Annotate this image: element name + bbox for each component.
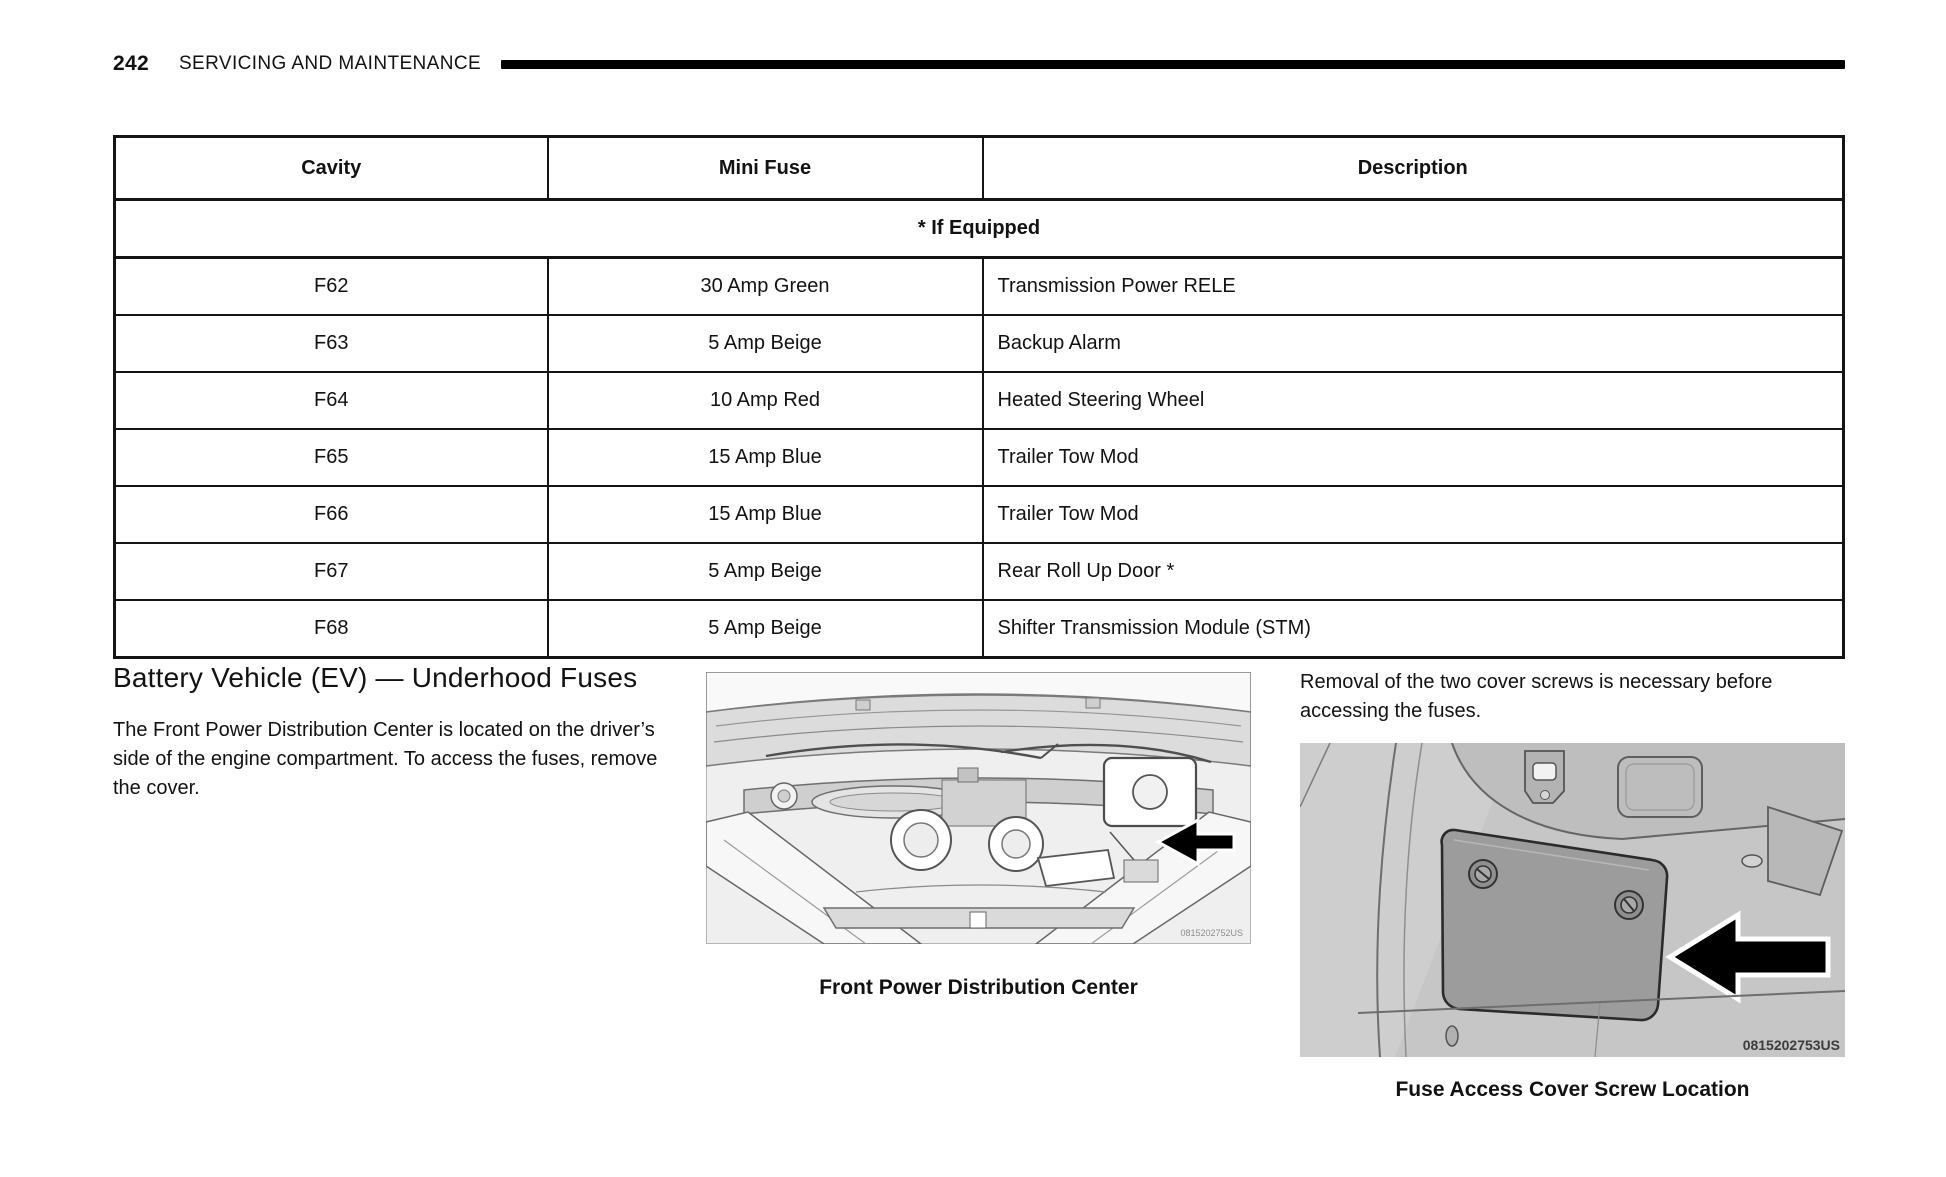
if-equipped-note: * If Equipped xyxy=(115,200,1844,258)
front-pdc-figure xyxy=(706,672,1251,944)
cavity-cell: F66 xyxy=(115,486,548,543)
header-rule xyxy=(501,60,1845,69)
table-row xyxy=(115,543,1844,600)
page-header xyxy=(113,52,1845,76)
cavity-cell: F62 xyxy=(115,258,548,316)
table-note-row xyxy=(115,200,1844,258)
screw-icon xyxy=(1469,860,1497,888)
cavity-cell: F64 xyxy=(115,372,548,429)
fuse-cell: 5 Amp Beige xyxy=(548,315,983,372)
table-row xyxy=(115,315,1844,372)
desc-cell: Backup Alarm xyxy=(983,315,1844,372)
fuse-cover-illustration xyxy=(1300,743,1845,1057)
fuse-cell: 30 Amp Green xyxy=(548,258,983,316)
cover-screws-note: Removal of the two cover screws is necessary before accessing the fuses. xyxy=(1300,671,1773,722)
desc-cell: Trailer Tow Mod xyxy=(983,429,1844,486)
cavity-cell: F68 xyxy=(115,600,548,658)
fuse-cell: 5 Amp Beige xyxy=(548,543,983,600)
figure-code: 0815202753US xyxy=(1742,1037,1840,1053)
table-row xyxy=(115,429,1844,486)
section-body-text: The Front Power Distribution Center is located on the driver’s side of the engine compartment. To access the fuses, remove the cover. xyxy=(113,719,658,799)
fuse-cover-caption: Fuse Access Cover Screw Location xyxy=(1395,1078,1750,1101)
fuse-access-cover xyxy=(1442,830,1667,1020)
page-number: 242 xyxy=(113,52,149,75)
page-section-title: SERVICING AND MAINTENANCE xyxy=(178,53,482,74)
fuse-cell: 15 Amp Blue xyxy=(548,486,983,543)
desc-cell: Trailer Tow Mod xyxy=(983,486,1844,543)
fuse-cell: 10 Amp Red xyxy=(548,372,983,429)
col-header-mini-fuse: Mini Fuse xyxy=(548,137,983,200)
figure-code: 0815202752US xyxy=(1180,928,1243,938)
fuse-table xyxy=(113,135,1845,659)
desc-cell: Transmission Power RELE xyxy=(983,258,1844,316)
desc-cell: Heated Steering Wheel xyxy=(983,372,1844,429)
cavity-cell: F63 xyxy=(115,315,548,372)
col-header-cavity: Cavity xyxy=(115,137,548,200)
desc-cell: Shifter Transmission Module (STM) xyxy=(983,600,1844,658)
fuse-cover-figure xyxy=(1300,743,1845,1057)
table-row xyxy=(115,486,1844,543)
desc-cell: Rear Roll Up Door * xyxy=(983,543,1844,600)
fuse-cell: 15 Amp Blue xyxy=(548,429,983,486)
cavity-cell: F67 xyxy=(115,543,548,600)
screw-icon xyxy=(1615,891,1643,919)
fuse-cell: 5 Amp Beige xyxy=(548,600,983,658)
table-header-row xyxy=(115,137,1844,200)
recess-detail xyxy=(1618,757,1702,817)
cavity-cell: F65 xyxy=(115,429,548,486)
table-row xyxy=(115,600,1844,658)
front-pdc-caption: Front Power Distribution Center xyxy=(819,976,1138,999)
engine-bay-illustration xyxy=(706,672,1251,944)
table-row xyxy=(115,372,1844,429)
col-header-description: Description xyxy=(983,137,1844,200)
table-row xyxy=(115,258,1844,316)
section-heading: Battery Vehicle (EV) — Underhood Fuses xyxy=(113,662,638,693)
